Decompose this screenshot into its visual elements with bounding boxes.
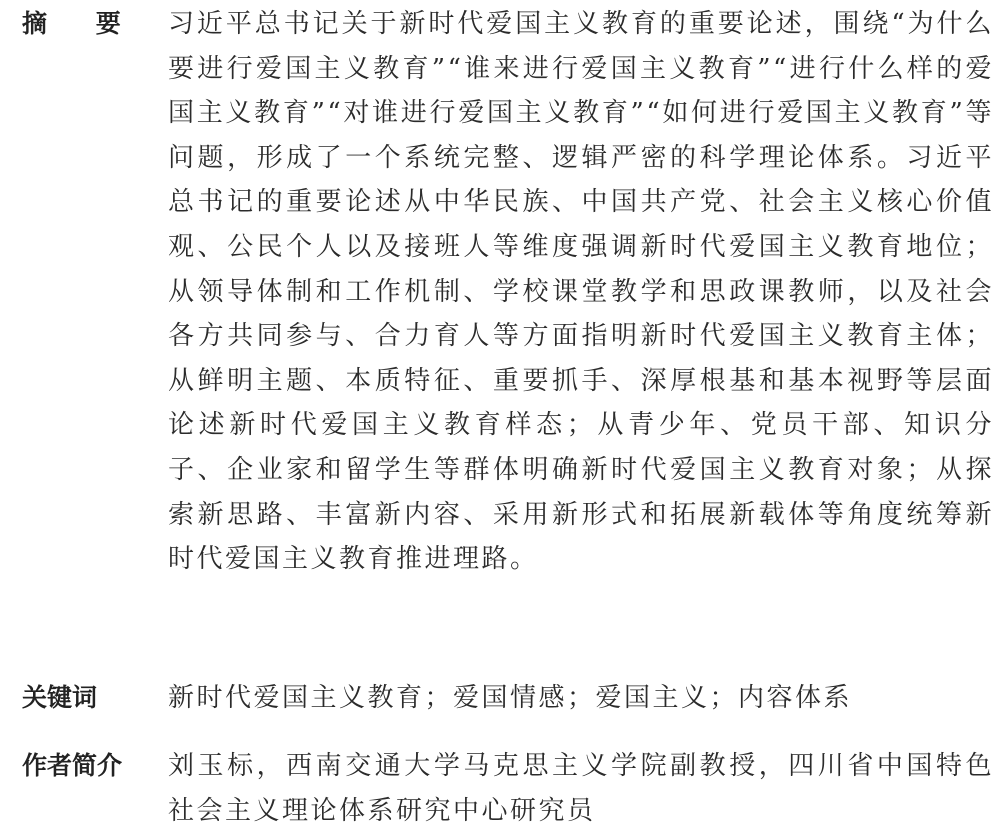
abstract-label: 摘 要 <box>22 9 141 38</box>
author-label: 作者简介 <box>22 751 123 780</box>
keywords-label: 关键词 <box>22 683 98 712</box>
abstract-text: 习近平总书记关于新时代爱国主义教育的重要论述，围绕“为什么要进行爱国主义教育”“谁来进行爱国主义教育”“进行什么样的爱国主义教育”“对谁进行爱国主义教育”“如何进行爱国主义教育”等问题，形成了一个系统完整、逻辑严密的科学理论体系。习近平总书记的重要论述从中华民族、中国共产党、社会主义核心价值观、公民个人以及接班人等维度强调新时代爱国主义教育地位；从领导体制和工作机制、学校课堂教学和思政课教师，以及社会各方共同参与、合力育人等方面指明新时代爱国主义教育主体；从鲜明主题、本质特征、重要抓手、深厚根基和基本视野等层面论述新时代爱国主义教育样态；从青少年、党员干部、知识分子、企业家和留学生等群体明确新时代爱国主义教育对象；从探索新思路、丰富新内容、采用新形式和拓展新载体等角度统筹新时代爱国主义教育推进理路。 <box>168 9 994 575</box>
author-bio-text: 刘玉标，西南交通大学马克思主义学院副教授，四川省中国特色社会主义理论体系研究中心研究员 <box>168 751 994 826</box>
keywords-text: 新时代爱国主义教育；爱国情感；爱国主义；内容体系 <box>168 683 853 713</box>
